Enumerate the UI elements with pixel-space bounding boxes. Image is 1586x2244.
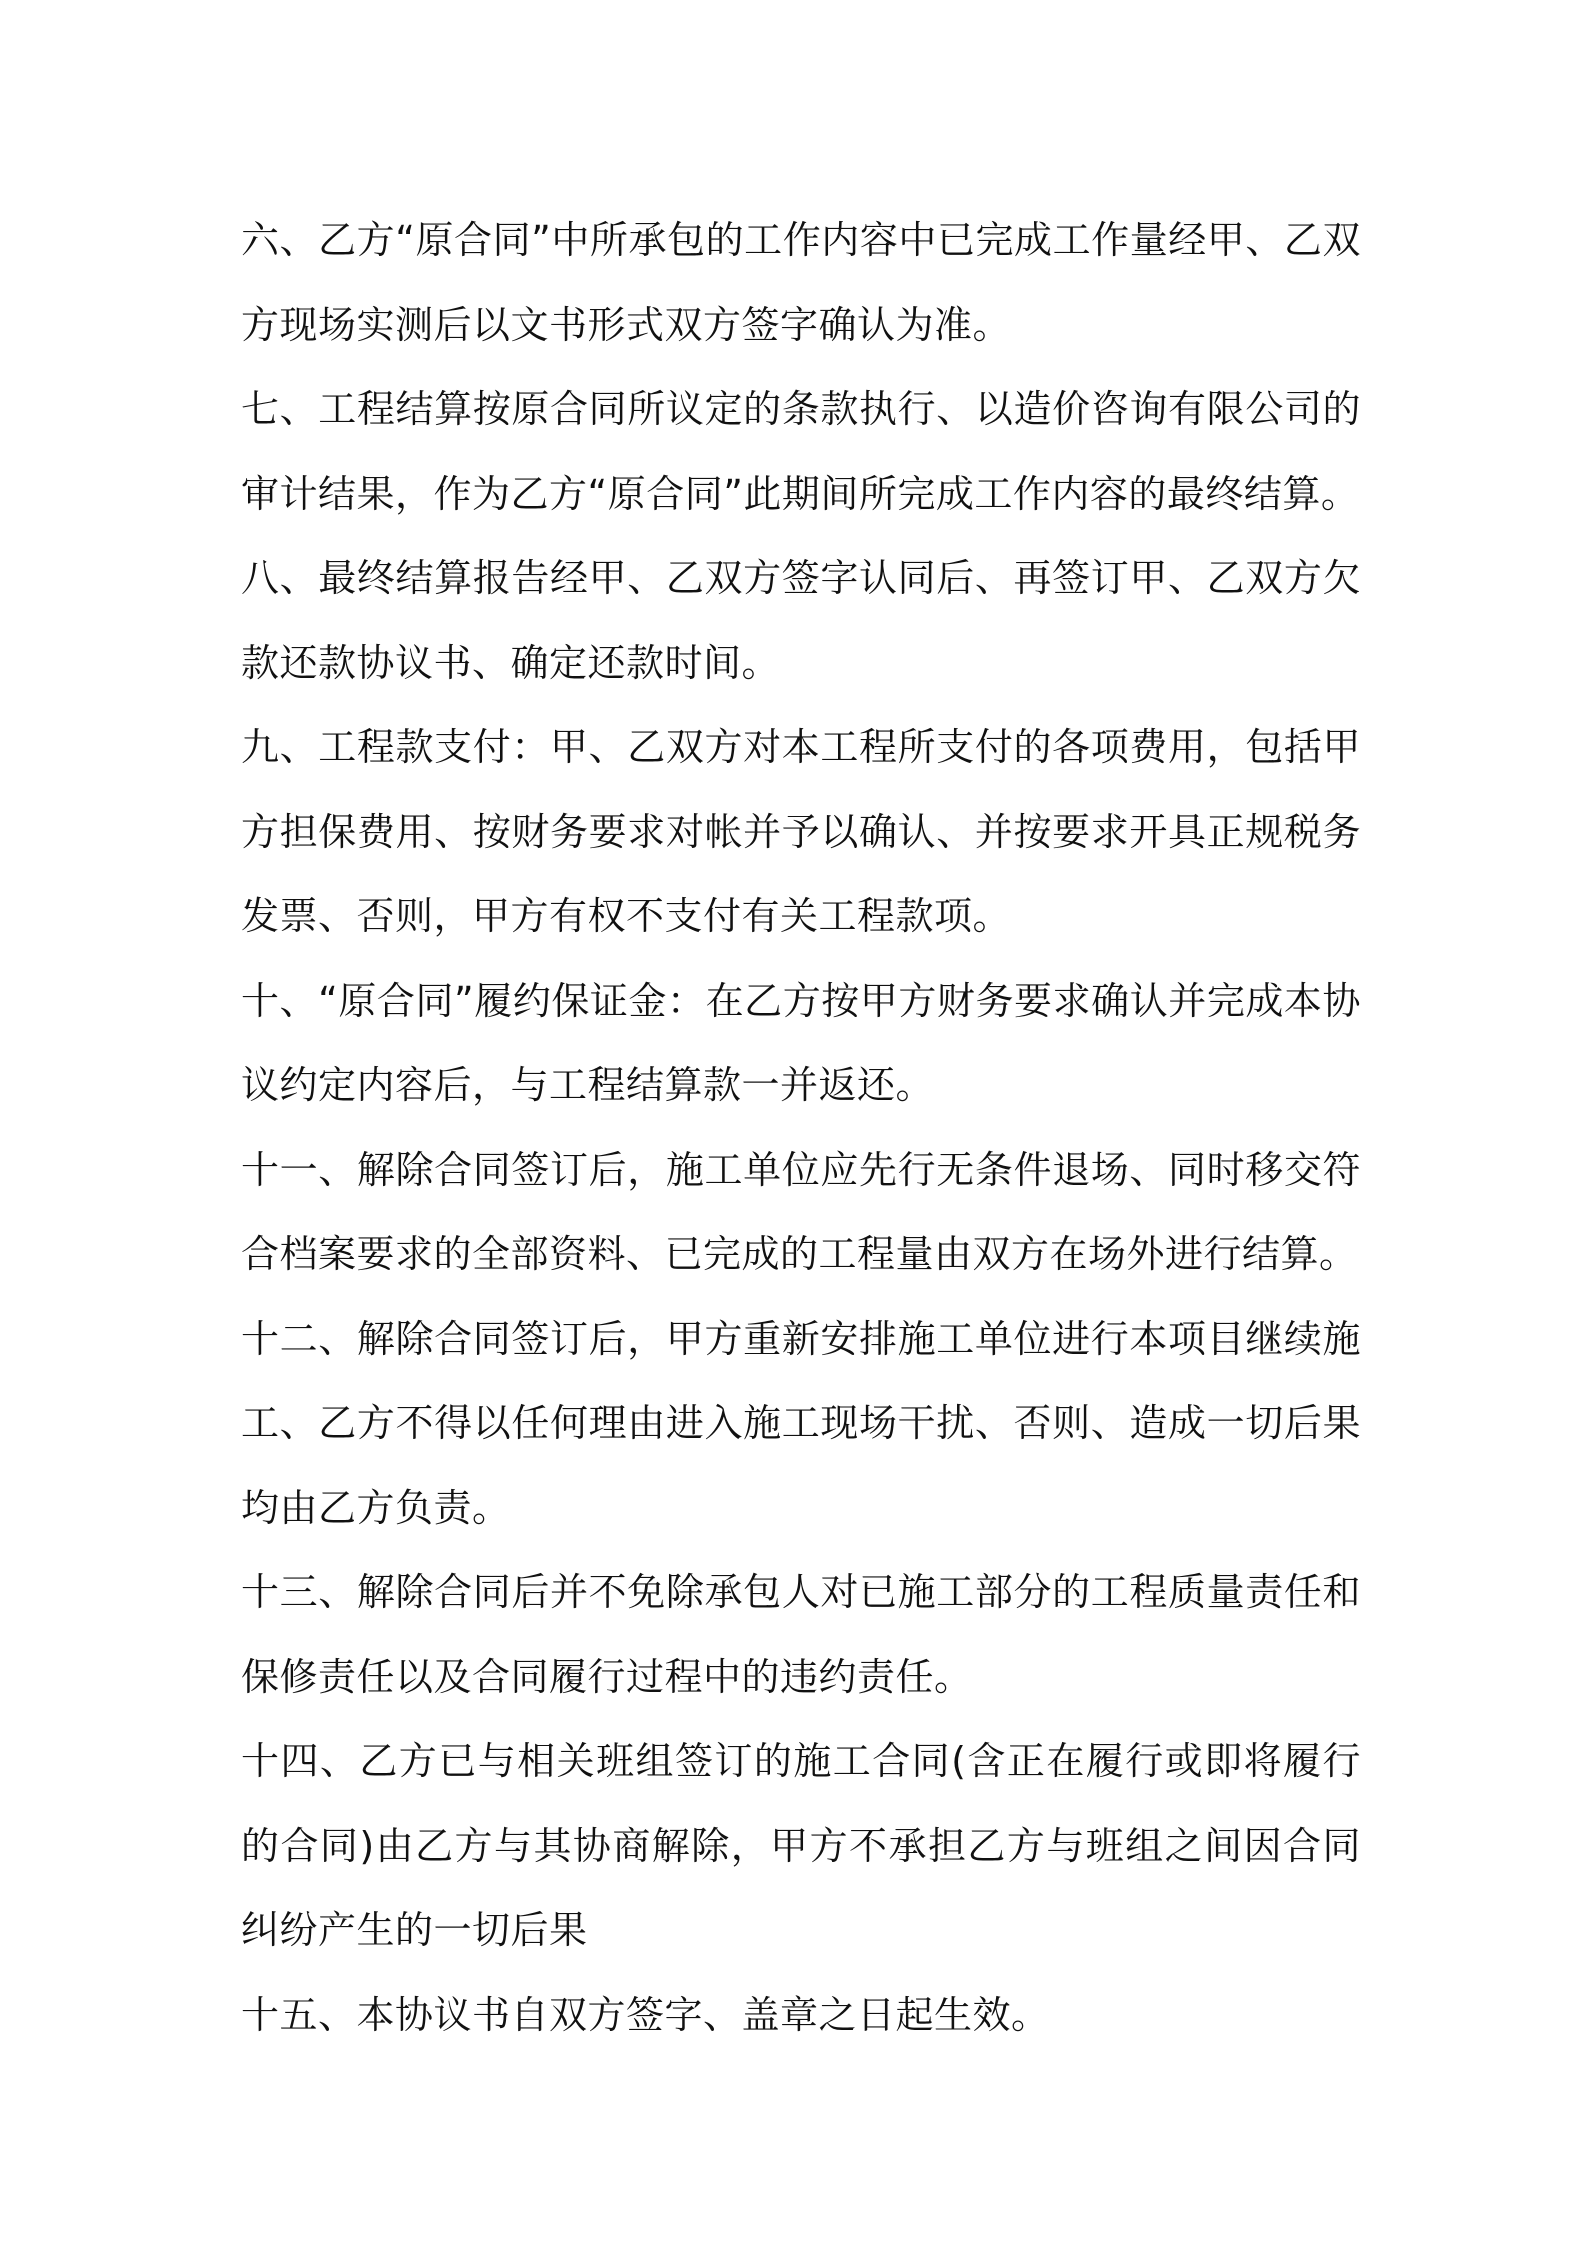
- clause-7: 七、工程结算按原合同所议定的条款执行、以造价咨询有限公司的审计结果，作为乙方“原合同”此期间所完成工作内容的最终结算。: [241, 387, 1361, 516]
- clause-14: 十四、乙方已与相关班组签订的施工合同(含正在履行或即将履行的合同)由乙方与其协商解除，甲方不承担乙方与班组之间因合同纠纷产生的一切后果: [241, 1739, 1361, 1952]
- clause-9: 九、工程款支付：甲、乙双方对本工程所支付的各项费用，包括甲方担保费用、按财务要求对帐并予以确认、并按要求开具正规税务发票、否则，甲方有权不支付有关工程款项。: [241, 725, 1361, 938]
- clause-13: 十三、解除合同后并不免除承包人对已施工部分的工程质量责任和保修责任以及合同履行过程中的违约责任。: [241, 1570, 1361, 1699]
- clause-8: 八、最终结算报告经甲、乙双方签字认同后、再签订甲、乙双方欠款还款协议书、确定还款时间。: [241, 556, 1361, 685]
- clause-12: 十二、解除合同签订后，甲方重新安排施工单位进行本项目继续施工、乙方不得以任何理由进入施工现场干扰、否则、造成一切后果均由乙方负责。: [241, 1316, 1361, 1530]
- clause-11: 十一、解除合同签订后，施工单位应先行无条件退场、同时移交符合档案要求的全部资料、已完成的工程量由双方在场外进行结算。: [241, 1147, 1361, 1276]
- clause-6: 六、乙方“原合同”中所承包的工作内容中已完成工作量经甲、乙双方现场实测后以文书形式双方签字确认为准。: [241, 218, 1361, 347]
- clause-10: 十、“原合同”履约保证金：在乙方按甲方财务要求确认并完成本协议约定内容后，与工程结算款一并返还。: [241, 978, 1361, 1107]
- clause-15: 十五、本协议书自双方签字、盖章之日起生效。: [241, 1992, 1050, 2037]
- clause-list: [241, 198, 1361, 2057]
